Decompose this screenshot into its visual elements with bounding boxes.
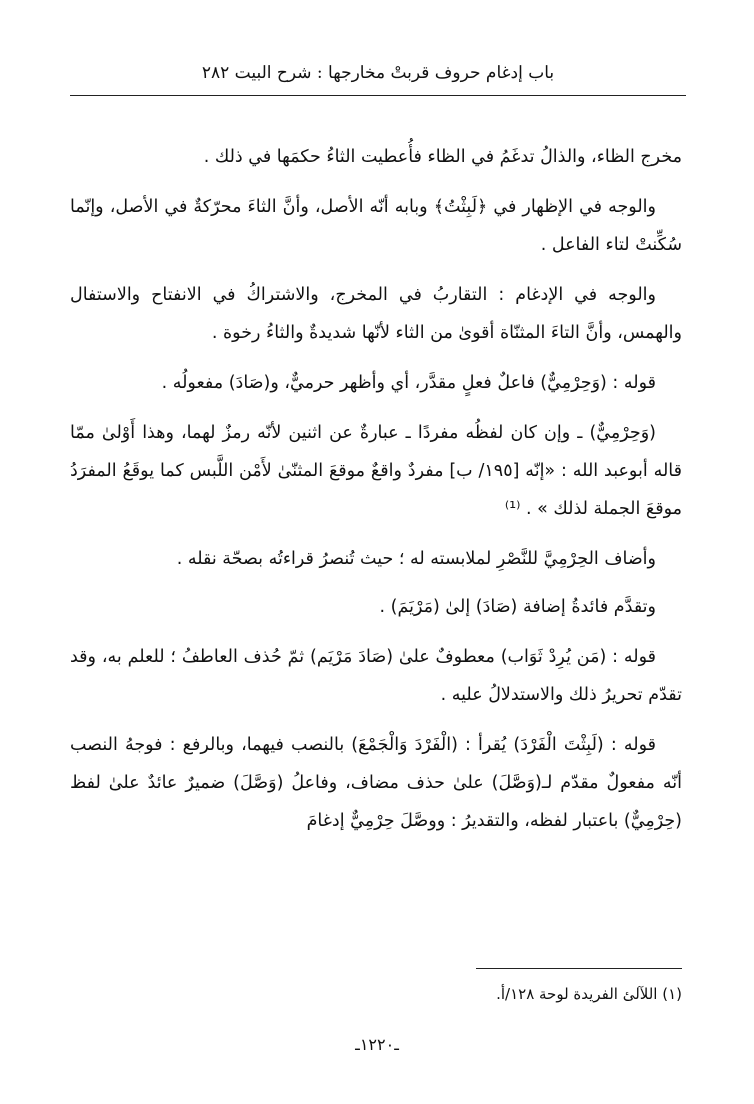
paragraph-8: قوله : (مَن يُرِدْ ثَوَاب) معطوفٌ علىٰ (صَادَ مَرْيَم) ثمّ حُذف العاطفُ ؛ للعلم به، وقد تقدّم تحريرُ ذلك والاستدلالُ عليه .: [70, 647, 682, 705]
paragraph-7: وتقدَّم فائدةُ إضافة (صَادَ) إلىٰ (مَرْيَمَ) .: [379, 597, 656, 617]
header-rule: [70, 95, 686, 96]
paragraph-6: وأضاف الحِرْمِيَّ للنَّصْرِ لملابسته له ؛ حيث تُنصرُ قراءتُه بصحّة نقله .: [176, 549, 656, 569]
running-header: باب إدغام حروف قربتْ مخارجها : شرح البيت ٢٨٢: [201, 63, 555, 83]
footnote-rule: [476, 968, 682, 969]
paragraph-9: قوله : (لَبِثْتَ الْفَرْدَ) يُقرأ : (الْفَرْدَ وَالْجَمْعَ) بالنصب فيهما، وبالرفع : فوجهُ النصب أنّه مفعولٌ مقدّم لـ(وَصَّلَ) علىٰ حذف مضاف، وفاعلُ (وَصَّلَ) ضميرٌ عائدٌ علىٰ لفظ (حِرْمِيٌّ) باعتبار لفظه، والتقديرُ : ووصَّلَ حِرْمِيٌّ إدغامَ: [70, 735, 682, 831]
paragraph-5: (وَحِرْمِيٌّ) ـ وإن كان لفظُه مفردًا ـ عبارةٌ عن اثنين لأنّه رمزٌ لهما، وهذا أَوْلىٰ ممّا قاله أبوعبد الله : «إنّه [١٩٥/ ب] مفردٌ واقعٌ موقعَ المثنّىٰ لأَمْن اللَّبس كما يوقَعُ المفرَدُ موقعَ الجملة لذلك » . ⁽¹⁾: [70, 423, 682, 519]
paragraph-4: قوله : (وَحِرْمِيٌّ) فاعلٌ فعلٍ مقدَّر، أي وأظهر حرميٌّ، و(صَادَ) مفعولُه .: [161, 373, 656, 393]
footnote: (١) اللآلئ الفريدة لوحة ١٢٨/أ.: [496, 985, 682, 1003]
body-text: [70, 138, 682, 852]
paragraph-2: والوجه في الإظهار في ﴿لَبِثْتُ﴾ وبابه أنّه الأصل، وأنَّ الثاءَ محرّكةٌ في الأصل، وإنّما سُكِّنتْ لتاء الفاعل .: [70, 197, 682, 255]
paragraph-3: والوجه في الإدغام : التقاربُ في المخرج، والاشتراكُ في الانفتاح والاستفال والهمس، وأنَّ التاءَ المثنّاة أقوىٰ من الثاء لأنّها شديدةٌ والثاءُ رخوة .: [70, 285, 682, 343]
paragraph-1: مخرج الظاء، والذالُ تدغَمُ في الظاء فأُعطيت الثاءُ حكمَها في ذلك .: [203, 147, 682, 167]
page-number: ـ١٢٢٠ـ: [355, 1035, 399, 1054]
